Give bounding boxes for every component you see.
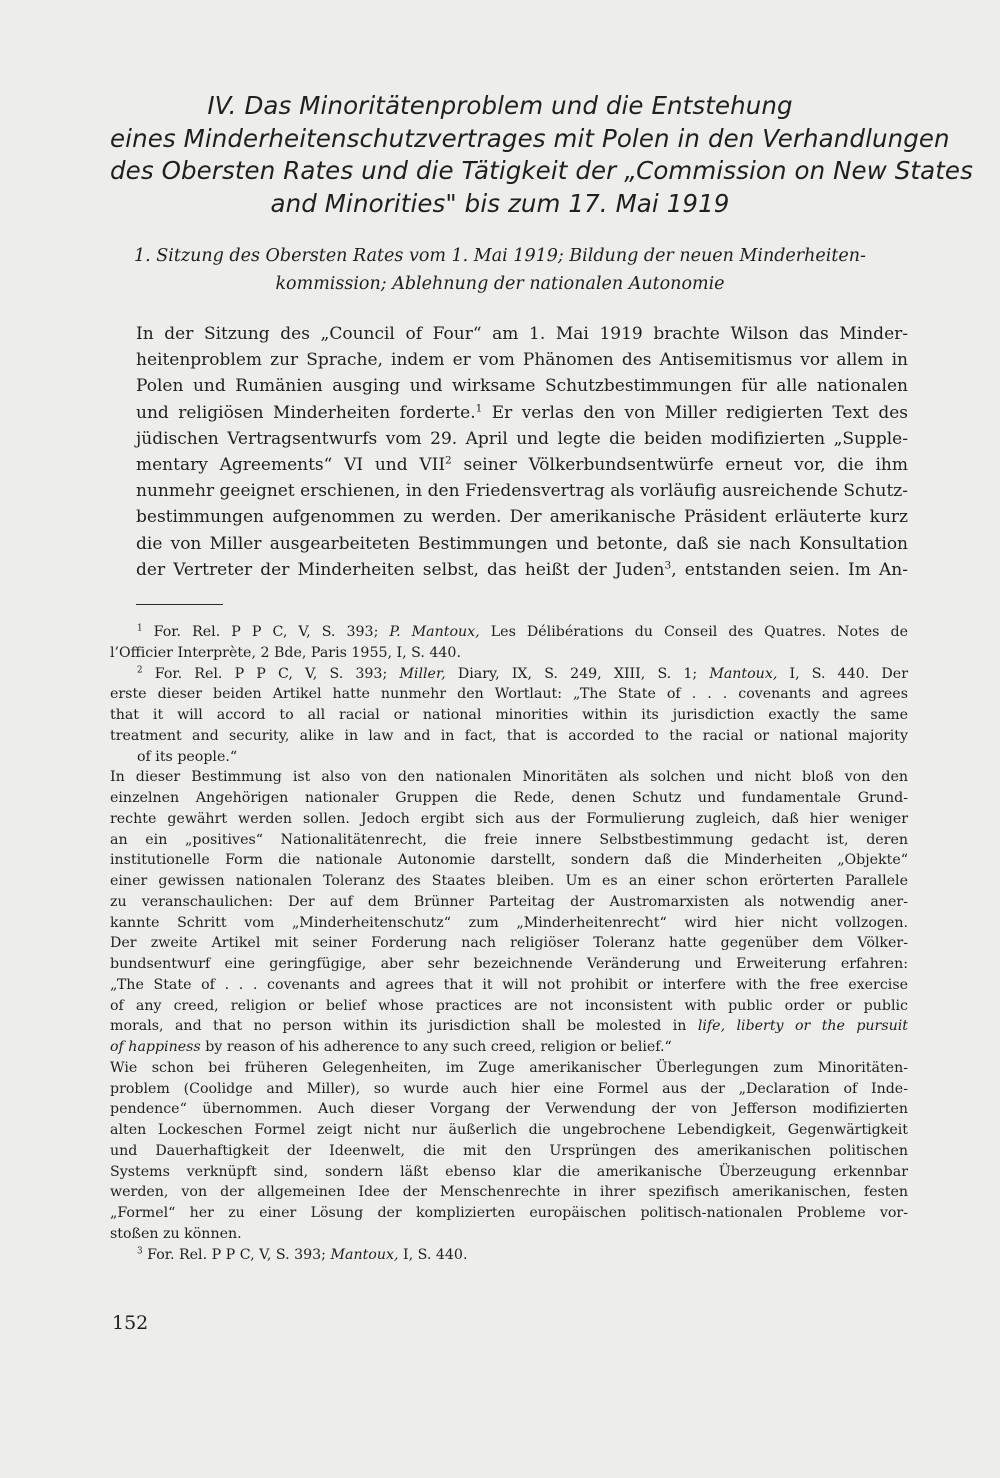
- footnote-2-line: rechte gewährt werden sollen. Jedoch ergibt sich aus der Formulierung zugleich, daß hier weniger: [110, 810, 908, 827]
- author-name: Miller,: [399, 665, 446, 682]
- footnote-text: For. Rel. P P C, V, S. 393;: [147, 1246, 331, 1263]
- body-paragraph: [136, 321, 908, 583]
- footnote-2-line: of any creed, religion or belief whose practices are not inconsistent with public order or public: [110, 997, 908, 1014]
- section-heading-line: 1. Sitzung des Obersten Rates vom 1. Mai 1919; Bildung der neuen Minderheiten-: [134, 246, 866, 266]
- footnotes: [110, 622, 908, 1265]
- body-line: [136, 557, 908, 583]
- body-line: bestimmungen aufgenommen zu werden. Der amerikanische Präsident erläuterte kurz: [136, 507, 908, 528]
- body-line: [136, 452, 908, 478]
- body-text-run: Er verlas den von Miller redigierten Text des: [491, 402, 908, 423]
- footnote-2-line: In dieser Bestimmung ist also von den nationalen Minoritäten als solchen und nicht bloß von den: [110, 769, 908, 786]
- quoted-phrase: life, liberty or the pursuit: [697, 1018, 908, 1035]
- footnote-2-line: [110, 664, 908, 685]
- body-text-run: mentary Agreements“ VI und VII: [136, 454, 446, 475]
- body-line: [136, 400, 908, 426]
- footnote-text: For. Rel. P P C, V, S. 393;: [153, 624, 390, 640]
- body-line: In der Sitzung des „Council of Four“ am 1. Mai 1919 brachte Wilson das Minder-: [136, 324, 908, 344]
- footnote-text: I, S. 440. Der: [777, 665, 908, 682]
- footnote-2-line: einzelnen Angehörigen nationaler Gruppen die Rede, denen Schutz und fundamentale Grund-: [110, 790, 908, 806]
- footnote-3-line: [110, 1245, 908, 1266]
- footnote-2-line: of its people.“: [137, 748, 238, 765]
- footnote-mark: 1: [137, 623, 143, 634]
- author-name: Mantoux,: [330, 1246, 399, 1263]
- footnote-2-line: that it will accord to all racial or national minorities within its jurisdiction exactly the same: [110, 707, 908, 723]
- footnote-2-line: Der zweite Artikel mit seiner Forderung nach religiöser Toleranz hatte gegenüber dem Völker-: [110, 935, 908, 952]
- footnote-text: morals, and that no person within its jurisdiction shall be molested in: [110, 1018, 698, 1035]
- footnote-2-line: pendence“ übernommen. Auch dieser Vorgang der Verwendung der von Jefferson modifizierten: [110, 1101, 908, 1118]
- section-heading-line: kommission; Ablehnung der nationalen Autonomie: [275, 274, 725, 294]
- footnote-text: Diary, IX, S. 249, XIII, S. 1;: [445, 665, 710, 682]
- footnote-1-line: [110, 622, 908, 643]
- body-text-run: und religiösen Minderheiten forderte.: [136, 402, 476, 423]
- footnote-2-line: [110, 1037, 908, 1058]
- footnote-text: by reason of his adherence to any such creed, religion or belief.“: [205, 1039, 672, 1055]
- footnote-2-line: stoßen zu können.: [110, 1225, 242, 1242]
- footnote-2-line: bundsentwurf eine geringfügige, aber sehr bezeichnende Veränderung und Erweiterung erfahren:: [110, 956, 908, 972]
- footnote-text: Les Délibérations du Conseil des Quatres. Notes de: [479, 624, 908, 640]
- footnote-2-line: Wie schon bei früheren Gelegenheiten, im Zuge amerikanischer Überlegungen zum Minoritäten-: [110, 1059, 908, 1076]
- footnote-mark: 3: [137, 1245, 143, 1256]
- footnote-2-line: institutionelle Form die nationale Autonomie darstellt, sondern daß die Minderheiten „Objekte“: [110, 852, 908, 869]
- footnote-2-line: an ein „positives“ Nationalitätenrecht, die freie innere Selbstbestimmung gedacht ist, deren: [110, 831, 908, 848]
- footnote-2-line: alten Lockeschen Formel zeigt nicht nur äußerlich die ungebrochene Lebendigkeit, Gegenwärtigkeit: [110, 1122, 908, 1138]
- footnote-mark: 2: [137, 664, 143, 675]
- footnote-ref-1[interactable]: 1: [475, 401, 483, 414]
- footnote-2-line: zu veranschaulichen: Der auf dem Brünner Parteitag der Austromarxisten als notwendig aner-: [110, 893, 908, 910]
- footnote-2-line: „The State of . . . covenants and agrees that it will not prohibit or interfere with the free exercise: [110, 976, 908, 993]
- body-line: Polen und Rumänien ausging und wirksame Schutzbestimmungen für alle nationalen: [136, 376, 908, 397]
- body-line: jüdischen Vertragsentwurfs vom 29. April und legte die beiden modifizierten „Supple-: [136, 428, 908, 449]
- footnote-2-line: treatment and security, alike in law and in fact, that is accorded to the racial or national majority: [110, 727, 908, 744]
- footnote-1-line: l’Officier Interprète, 2 Bde, Paris 1955, I, S. 440.: [110, 644, 461, 661]
- footnote-2-line: „Formel“ her zu einer Lösung der komplizierten europäischen politisch-nationalen Probleme vor-: [110, 1205, 908, 1221]
- body-line: heitenproblem zur Sprache, indem er vom Phänomen des Antisemitismus vor allem in: [136, 350, 908, 371]
- author-name: P. Mantoux,: [389, 624, 480, 640]
- body-line: die von Miller ausgearbeiteten Bestimmungen und betonte, daß sie nach Konsultation: [136, 533, 908, 554]
- body-text-run: , entstanden seien. Im An-: [671, 559, 908, 580]
- footnote-2-line: werden, von der allgemeinen Idee der Menschenrechte in ihrer spezifisch amerikanischen, festen: [110, 1184, 908, 1201]
- footnote-ref-3[interactable]: 3: [664, 559, 672, 572]
- author-name: Mantoux,: [709, 665, 778, 682]
- footnote-2-line: problem (Coolidge and Miller), so wurde auch hier eine Formel aus der „Declaration of Inde-: [110, 1080, 908, 1097]
- footnote-2-line: einer gewissen nationalen Toleranz des Staates bleiben. Um es an einer schon erörterten Parallele: [110, 873, 908, 889]
- footnote-text: For. Rel. P P C, V, S. 393;: [154, 665, 400, 682]
- footnote-2-line: kannte Schritt vom „Minderheitenschutz“ zum „Minderheitenrecht“ wird hier nicht vollzogen.: [110, 914, 908, 931]
- section-heading: [110, 242, 890, 298]
- page-number: 152: [112, 1312, 149, 1334]
- body-text-run: seiner Völkerbundsentwürfe erneut vor, die ihm: [463, 454, 908, 475]
- footnote-2-line: [110, 1016, 908, 1037]
- body-text-run: der Vertreter der Minderheiten selbst, das heißt der Juden: [136, 559, 665, 580]
- chapter-title: [110, 90, 973, 220]
- chapter-title-line: and Minorities" bis zum 17. Mai 1919: [270, 188, 730, 218]
- quoted-phrase: of happiness: [110, 1039, 201, 1055]
- footnote-ref-2[interactable]: 2: [445, 454, 452, 467]
- chapter-title-line: des Obersten Rates und die Tätigkeit der „Commission on New States: [110, 156, 973, 185]
- footnote-2-line: erste dieser beiden Artikel hatte nunmehr den Wortlaut: „The State of . . . covenants and agrees: [110, 686, 908, 703]
- chapter-title-line: eines Minderheitenschutzvertrages mit Polen in den Verhandlungen: [110, 123, 950, 153]
- footnote-2-line: Systems verknüpft sind, sondern läßt ebenso klar die amerikanische Überzeugung erkennbar: [110, 1163, 908, 1180]
- footnote-2-line: und Dauerhaftigkeit der Ideenwelt, die mit den Ursprüngen des amerikanischen politischen: [110, 1142, 908, 1159]
- body-line: nunmehr geeignet erschienen, in den Friedensvertrag als vorläufig ausreichende Schutz-: [136, 481, 908, 502]
- footnote-separator: [136, 604, 223, 605]
- chapter-title-line: IV. Das Minoritätenproblem und die Entstehung: [207, 91, 793, 120]
- footnote-text: I, S. 440.: [398, 1246, 468, 1263]
